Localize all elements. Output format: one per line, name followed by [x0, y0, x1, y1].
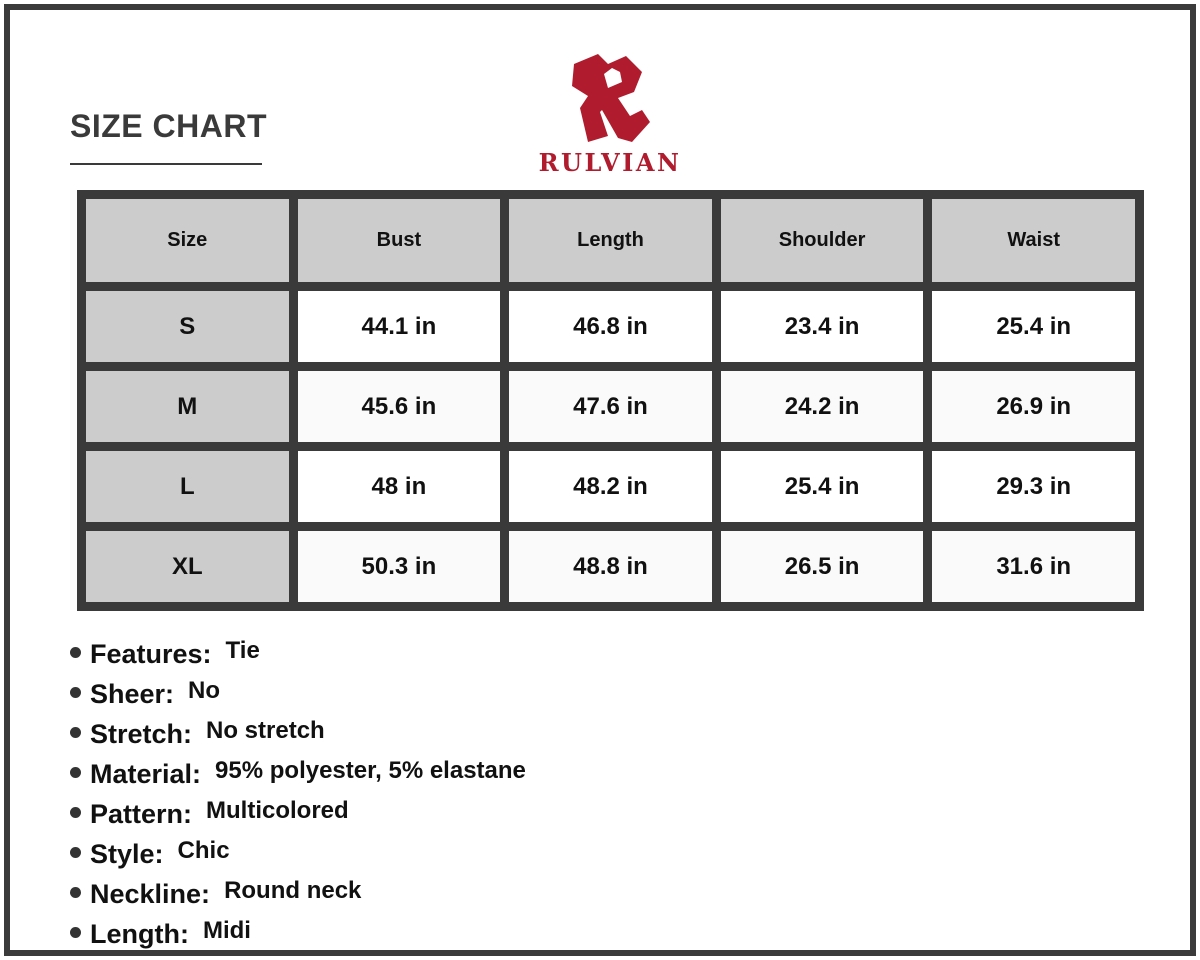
- list-item: [70, 834, 526, 874]
- bullet-icon: [70, 767, 81, 778]
- feature-value: Multicolored: [206, 797, 349, 824]
- feature-value: Midi: [202, 917, 251, 944]
- table-row: [86, 371, 1135, 442]
- shoulder-cell: 26.5 in: [721, 531, 924, 602]
- bust-cell: 48 in: [298, 451, 501, 522]
- list-item: [70, 674, 526, 714]
- bust-cell: 50.3 in: [298, 531, 501, 602]
- shoulder-cell: 25.4 in: [721, 451, 924, 522]
- bullet-icon: [70, 847, 81, 858]
- length-cell: 48.2 in: [509, 451, 712, 522]
- size-cell: XL: [86, 531, 289, 602]
- header-length: Length: [509, 199, 712, 282]
- feature-label: Stretch:: [90, 718, 193, 749]
- title-underline: [70, 163, 262, 165]
- feature-label: Features:: [90, 638, 212, 669]
- bust-cell: 45.6 in: [298, 371, 501, 442]
- list-item: [70, 874, 526, 914]
- feature-label: Pattern:: [90, 798, 193, 829]
- feature-value: No stretch: [206, 717, 325, 744]
- feature-value: Round neck: [224, 877, 362, 904]
- waist-cell: 25.4 in: [932, 291, 1135, 362]
- bullet-icon: [70, 887, 81, 898]
- feature-value: Tie: [225, 637, 260, 664]
- feature-list: [70, 634, 526, 954]
- feature-value: 95% polyester, 5% elastane: [215, 757, 526, 784]
- feature-value: No: [188, 677, 221, 704]
- waist-cell: 31.6 in: [932, 531, 1135, 602]
- page-title: SIZE CHART: [70, 108, 267, 144]
- length-cell: 46.8 in: [509, 291, 712, 362]
- shoulder-cell: 24.2 in: [721, 371, 924, 442]
- feature-label: Length:: [90, 918, 189, 949]
- header-bust: Bust: [298, 199, 501, 282]
- shoulder-cell: 23.4 in: [721, 291, 924, 362]
- bullet-icon: [70, 927, 81, 938]
- feature-label: Neckline:: [90, 878, 211, 909]
- header-size: Size: [86, 199, 289, 282]
- size-table: [77, 190, 1144, 611]
- size-cell: S: [86, 291, 289, 362]
- stylized-r-logo-icon: [568, 52, 652, 144]
- table-header-row: [86, 199, 1135, 282]
- waist-cell: 29.3 in: [932, 451, 1135, 522]
- table-row: [86, 291, 1135, 362]
- header-shoulder: Shoulder: [721, 199, 924, 282]
- bullet-icon: [70, 647, 81, 658]
- list-item: [70, 714, 526, 754]
- list-item: [70, 914, 526, 954]
- size-cell: L: [86, 451, 289, 522]
- brand-name: RULVIAN: [538, 148, 682, 177]
- length-cell: 48.8 in: [509, 531, 712, 602]
- list-item: [70, 754, 526, 794]
- length-cell: 47.6 in: [509, 371, 712, 442]
- bullet-icon: [70, 807, 81, 818]
- header-waist: Waist: [932, 199, 1135, 282]
- feature-label: Material:: [90, 758, 202, 789]
- feature-label: Style:: [90, 838, 164, 869]
- bust-cell: 44.1 in: [298, 291, 501, 362]
- size-cell: M: [86, 371, 289, 442]
- brand-logo: [530, 52, 690, 177]
- table-row: [86, 451, 1135, 522]
- bullet-icon: [70, 687, 81, 698]
- feature-label: Sheer:: [90, 678, 175, 709]
- list-item: [70, 794, 526, 834]
- table-row: [86, 531, 1135, 602]
- waist-cell: 26.9 in: [932, 371, 1135, 442]
- bullet-icon: [70, 727, 81, 738]
- list-item: [70, 634, 526, 674]
- feature-value: Chic: [177, 837, 230, 864]
- page-frame: [4, 4, 1196, 956]
